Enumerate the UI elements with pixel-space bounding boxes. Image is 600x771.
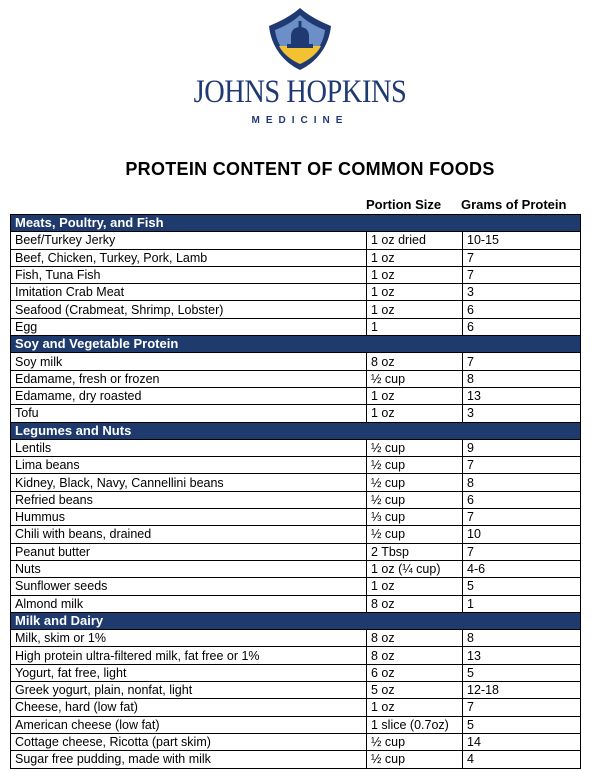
cell-food: Lentils — [11, 439, 367, 456]
table-row — [11, 249, 581, 266]
cell-portion: 8 oz — [367, 647, 463, 664]
cell-portion: 1 slice (0.7oz) — [367, 716, 463, 733]
cell-food: Edamame, fresh or frozen — [11, 370, 367, 387]
cell-food: Egg — [11, 318, 367, 335]
table-row — [11, 301, 581, 318]
cell-protein: 3 — [463, 405, 581, 422]
table-row — [11, 630, 581, 647]
section-title: Milk and Dairy — [11, 612, 581, 629]
brand-name: JOHNS HOPKINS — [193, 74, 407, 110]
cell-food: Cheese, hard (low fat) — [11, 699, 367, 716]
cell-portion: 2 Tbsp — [367, 543, 463, 560]
cell-food: Hummus — [11, 509, 367, 526]
cell-food: Sunflower seeds — [11, 578, 367, 595]
section-header — [11, 215, 581, 232]
table-row — [11, 232, 581, 249]
cell-protein: 1 — [463, 595, 581, 612]
cell-food: Greek yogurt, plain, nonfat, light — [11, 682, 367, 699]
cell-protein: 10 — [463, 526, 581, 543]
brand-subname: MEDICINE — [251, 115, 349, 126]
cell-protein: 13 — [463, 387, 581, 404]
cell-food: Nuts — [11, 560, 367, 577]
cell-portion: 1 — [367, 318, 463, 335]
table-row — [11, 647, 581, 664]
cell-protein: 13 — [463, 647, 581, 664]
cell-protein: 7 — [463, 353, 581, 370]
cell-portion: ½ cup — [367, 491, 463, 508]
cell-portion: 1 oz — [367, 405, 463, 422]
cell-portion: 1 oz — [367, 284, 463, 301]
table-row — [11, 491, 581, 508]
cell-portion: 1 oz — [367, 578, 463, 595]
cell-portion: 8 oz — [367, 595, 463, 612]
cell-protein: 7 — [463, 249, 581, 266]
cell-portion: 1 oz — [367, 266, 463, 283]
table-row — [11, 457, 581, 474]
table-row — [11, 733, 581, 750]
cell-portion: ½ cup — [367, 474, 463, 491]
cell-protein: 5 — [463, 578, 581, 595]
table-row — [11, 578, 581, 595]
cell-food: Milk, skim or 1% — [11, 630, 367, 647]
cell-food: Kidney, Black, Navy, Cannellini beans — [11, 474, 367, 491]
table-row — [11, 474, 581, 491]
cell-portion: 8 oz — [367, 353, 463, 370]
table-row — [11, 266, 581, 283]
cell-portion: 6 oz — [367, 664, 463, 681]
cell-food: Soy milk — [11, 353, 367, 370]
table-row — [11, 699, 581, 716]
cell-food: Seafood (Crabmeat, Shrimp, Lobster) — [11, 301, 367, 318]
cell-protein: 7 — [463, 543, 581, 560]
section-title: Meats, Poultry, and Fish — [11, 215, 581, 232]
cell-protein: 9 — [463, 439, 581, 456]
cell-protein: 7 — [463, 457, 581, 474]
table-row — [11, 353, 581, 370]
cell-portion: ½ cup — [367, 370, 463, 387]
cell-portion: 1 oz — [367, 699, 463, 716]
cell-portion: ½ cup — [367, 733, 463, 750]
section-title: Soy and Vegetable Protein — [11, 336, 581, 353]
section-header — [11, 612, 581, 629]
table-row — [11, 595, 581, 612]
cell-protein: 7 — [463, 699, 581, 716]
cell-food: Imitation Crab Meat — [11, 284, 367, 301]
table-row — [11, 682, 581, 699]
cell-food: Yogurt, fat free, light — [11, 664, 367, 681]
section-header — [11, 336, 581, 353]
cell-food: Cottage cheese, Ricotta (part skim) — [11, 733, 367, 750]
table-row — [11, 664, 581, 681]
cell-portion: 1 oz dried — [367, 232, 463, 249]
cell-food: Beef, Chicken, Turkey, Pork, Lamb — [11, 249, 367, 266]
cell-protein: 12-18 — [463, 682, 581, 699]
table-row — [11, 543, 581, 560]
cell-portion: 1 oz — [367, 249, 463, 266]
cell-protein: 10-15 — [463, 232, 581, 249]
cell-protein: 6 — [463, 491, 581, 508]
cell-portion: 1 oz — [367, 301, 463, 318]
table-row — [11, 405, 581, 422]
cell-portion: 5 oz — [367, 682, 463, 699]
dome-shield-icon — [265, 6, 335, 72]
cell-protein: 5 — [463, 664, 581, 681]
cell-protein: 7 — [463, 509, 581, 526]
table-row — [11, 284, 581, 301]
cell-protein: 8 — [463, 474, 581, 491]
cell-portion: ½ cup — [367, 457, 463, 474]
cell-food: Sugar free pudding, made with milk — [11, 751, 367, 768]
table-row — [11, 509, 581, 526]
cell-food: Peanut butter — [11, 543, 367, 560]
protein-table — [10, 214, 581, 769]
cell-portion: 1 oz — [367, 387, 463, 404]
cell-food: Beef/Turkey Jerky — [11, 232, 367, 249]
cell-protein: 5 — [463, 716, 581, 733]
table-row — [11, 751, 581, 768]
page-title: PROTEIN CONTENT OF COMMON FOODS — [125, 159, 495, 179]
table-row — [11, 387, 581, 404]
cell-protein: 4 — [463, 751, 581, 768]
cell-portion: ½ cup — [367, 439, 463, 456]
cell-food: High protein ultra-filtered milk, fat free or 1% — [11, 647, 367, 664]
cell-protein: 4-6 — [463, 560, 581, 577]
table-row — [11, 716, 581, 733]
cell-protein: 8 — [463, 630, 581, 647]
cell-food: Lima beans — [11, 457, 367, 474]
section-title: Legumes and Nuts — [11, 422, 581, 439]
cell-food: Fish, Tuna Fish — [11, 266, 367, 283]
logo — [0, 6, 600, 130]
cell-portion: 8 oz — [367, 630, 463, 647]
cell-protein: 3 — [463, 284, 581, 301]
cell-food: Refried beans — [11, 491, 367, 508]
table-row — [11, 318, 581, 335]
cell-food: Tofu — [11, 405, 367, 422]
cell-portion: ½ cup — [367, 751, 463, 768]
cell-food: Chili with beans, drained — [11, 526, 367, 543]
cell-protein: 6 — [463, 318, 581, 335]
cell-portion: ½ cup — [367, 526, 463, 543]
cell-protein: 14 — [463, 733, 581, 750]
cell-portion: ⅓ cup — [367, 509, 463, 526]
cell-food: Almond milk — [11, 595, 367, 612]
cell-food: Edamame, dry roasted — [11, 387, 367, 404]
cell-protein: 8 — [463, 370, 581, 387]
cell-protein: 7 — [463, 266, 581, 283]
section-header — [11, 422, 581, 439]
table-row — [11, 439, 581, 456]
table-row — [11, 526, 581, 543]
cell-portion: 1 oz (¼ cup) — [367, 560, 463, 577]
cell-food: American cheese (low fat) — [11, 716, 367, 733]
column-header-protein: Grams of Protein — [461, 197, 567, 212]
table-row — [11, 370, 581, 387]
table-row — [11, 560, 581, 577]
cell-protein: 6 — [463, 301, 581, 318]
column-header-portion: Portion Size — [366, 197, 442, 212]
